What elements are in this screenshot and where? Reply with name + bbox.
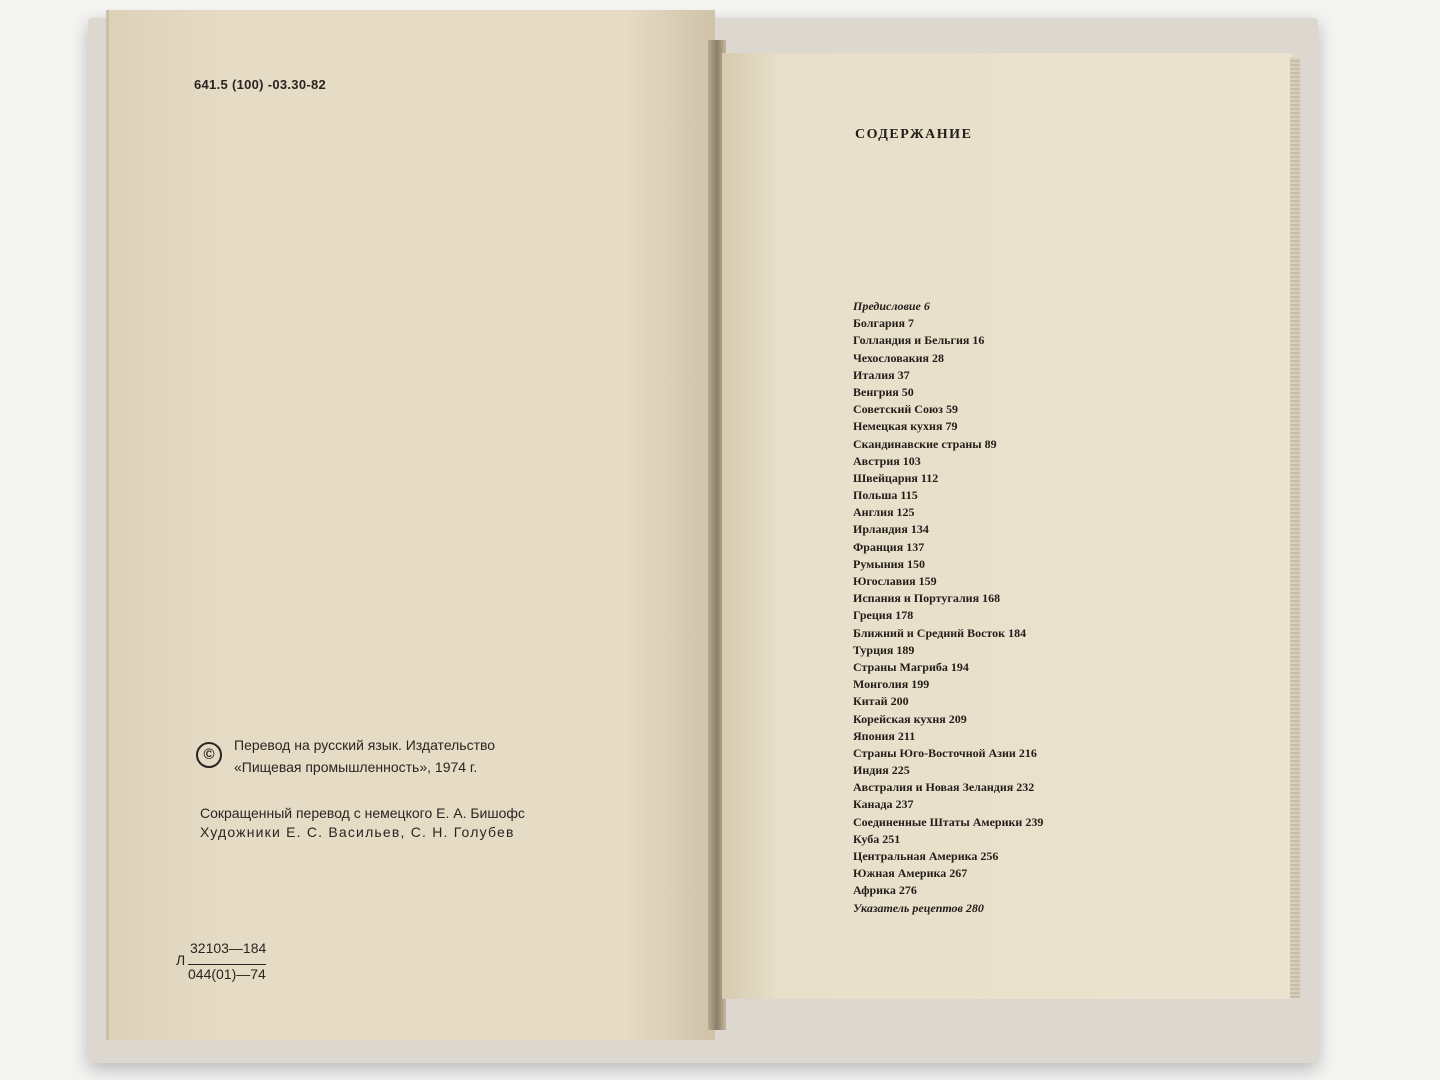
toc-item: Австрия 103	[853, 453, 921, 468]
toc-item: Ирландия 134	[853, 522, 929, 537]
copyright-notice	[234, 734, 495, 778]
toc-item: Болгария 7	[853, 316, 915, 331]
toc-item: Скандинавские страны 89	[853, 436, 997, 451]
copyright-line: «Пищевая промышленность», 1974 г.	[234, 759, 478, 775]
toc-item: Чехословакия 28	[853, 350, 944, 365]
table-of-contents	[853, 298, 1043, 917]
toc-item: Соединенные Штаты Америки 239	[853, 814, 1044, 829]
left-page	[106, 10, 715, 1040]
page-edges	[1290, 58, 1300, 998]
toc-title: СОДЕРЖАНИЕ	[855, 127, 973, 142]
toc-item: Индия 225	[853, 763, 910, 778]
copyright-icon: ©	[196, 742, 222, 768]
illustrators-line: Художники Е. С. Васильев, С. Н. Голубев	[200, 824, 515, 840]
toc-item: Монголия 199	[853, 677, 930, 692]
toc-item: Китай 200	[853, 694, 909, 709]
toc-item: Венгрия 50	[853, 384, 914, 399]
toc-item: Италия 37	[853, 367, 910, 382]
toc-item: Страны Магриба 194	[853, 659, 969, 674]
toc-item: Указатель рецептов 280	[853, 900, 984, 915]
toc-item: Франция 137	[853, 539, 925, 554]
toc-item: Голландия и Бельгия 16	[853, 333, 985, 348]
toc-item: Греция 178	[853, 608, 914, 623]
classification-code: 641.5 (100) -03.30-82	[194, 77, 327, 92]
toc-item: Советский Союз 59	[853, 402, 958, 417]
toc-item: Предисловие 6	[853, 299, 930, 313]
credits	[200, 804, 525, 842]
index-letter: Л	[176, 952, 186, 968]
toc-item: Африка 276	[853, 883, 917, 898]
toc-item: Югославия 159	[853, 574, 937, 588]
toc-item: Турция 189	[853, 642, 915, 657]
toc-item: Ближний и Средний Восток 184	[853, 625, 1027, 640]
toc-item: Япония 211	[853, 728, 916, 743]
toc-item: Куба 251	[853, 831, 901, 846]
toc-item: Канада 237	[853, 797, 914, 812]
toc-item: Корейская кухня 209	[853, 711, 967, 726]
toc-item: Южная Америка 267	[853, 866, 968, 881]
toc-item: Англия 125	[853, 505, 915, 520]
copyright-line: Перевод на русский язык. Издательство	[234, 737, 496, 753]
index-denominator: 044(01)—74	[188, 966, 266, 982]
index-numerator: 32103—184	[190, 940, 267, 956]
toc-item: Швейцария 112	[853, 470, 939, 485]
toc-item: Австралия и Новая Зеландия 232	[853, 780, 1035, 795]
toc-item: Страны Юго-Восточной Азии 216	[853, 745, 1037, 760]
toc-item: Немецкая кухня 79	[853, 419, 958, 434]
toc-item: Центральная Америка 256	[853, 849, 999, 863]
toc-item: Румыния 150	[853, 556, 926, 571]
toc-item: Польша 115	[853, 488, 918, 503]
translator-line: Сокращенный перевод с немецкого Е. А. Бишофс	[200, 805, 525, 821]
toc-item: Испания и Португалия 168	[853, 591, 1001, 606]
